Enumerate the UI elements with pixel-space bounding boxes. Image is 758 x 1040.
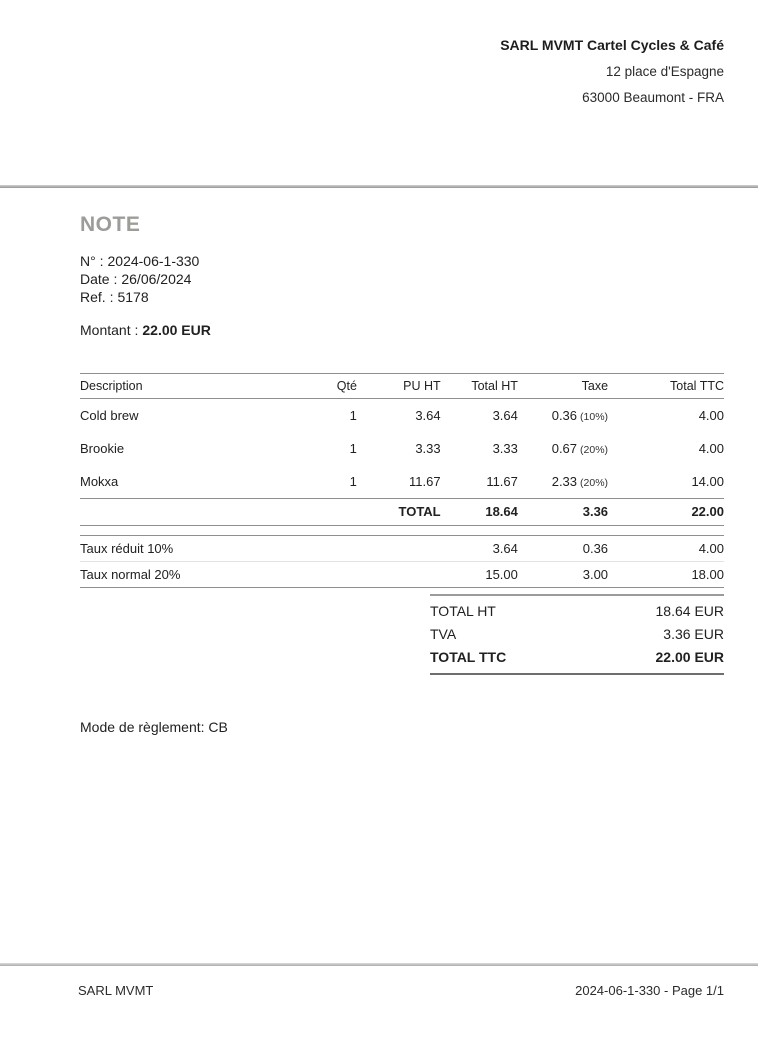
tax-total-ttc: 18.00 [608,562,724,588]
page-divider [0,185,758,188]
totals-summary [430,594,724,675]
meta-ref [80,288,724,306]
footer-page-info: 2024-06-1-330 - Page 1/1 [575,983,724,998]
column-header-qty: Qté [280,374,357,399]
empty-cell [80,499,280,526]
item-qty: 1 [349,408,357,423]
tax-breakdown-table [80,535,724,588]
item-total-ht: 3.64 [492,408,518,423]
items-table [80,373,724,526]
payment-method-line: Mode de règlement: CB [80,719,228,735]
note-meta [80,252,724,306]
page-footer [0,963,758,998]
item-taxe [518,399,608,433]
summary-value: 22.00 EUR [655,649,724,665]
item-total-ht: 11.67 [486,474,518,489]
empty-cell [280,499,357,526]
tax-label: Taux normal 20% [80,562,441,588]
item-taxe [518,432,608,465]
total-taxe-value: 3.36 [518,499,608,526]
item-taxe-amount: 0.36 [551,408,578,423]
column-header-total-ht: Total HT [441,374,518,399]
item-taxe-rate: (20%) [580,444,609,456]
tax-taxe: 3.00 [518,562,608,588]
item-pu-ht: 3.33 [415,441,441,456]
column-header-pu-ht: PU HT [357,374,441,399]
tax-row [80,536,724,562]
item-description: Cold brew [80,408,139,423]
item-total-ttc: 4.00 [698,408,724,423]
summary-row-total-ttc [430,646,724,669]
footer-content [0,966,758,998]
seller-block [0,0,758,106]
amount-value: 22.00 EUR [142,322,211,338]
item-total-ttc: 14.00 [691,474,724,489]
item-taxe-rate: (10%) [580,411,609,423]
meta-ref-value: 5178 [117,289,149,305]
summary-row-total-ht [430,600,724,623]
item-description: Mokxa [80,474,119,489]
amount-label: Montant : [80,322,139,338]
items-header-row [80,374,724,399]
total-ht-value: 18.64 [441,499,518,526]
item-taxe-amount: 0.67 [551,441,578,456]
tax-row [80,562,724,588]
address-line-1: 12 place d'Espagne [605,64,724,79]
summary-label: TOTAL TTC [430,649,507,665]
summary-value: 3.36 EUR [663,626,724,642]
footer-company: SARL MVMT [78,983,154,998]
column-header-taxe: Taxe [518,374,608,399]
meta-number [80,252,724,270]
item-taxe-amount: 2.33 [551,474,578,489]
amount-line [80,322,724,338]
company-name: SARL MVMT Cartel Cycles & Café [500,37,724,53]
document-content [0,213,758,735]
item-taxe-rate: (20%) [580,477,609,489]
table-row [80,399,724,433]
tax-total-ht: 15.00 [441,562,518,588]
item-pu-ht: 11.67 [409,474,441,489]
item-total-ttc: 4.00 [698,441,724,456]
summary-label: TVA [430,626,457,642]
table-row [80,432,724,465]
total-ttc-value: 22.00 [608,499,724,526]
column-header-total-ttc: Total TTC [608,374,724,399]
meta-ref-label: Ref. : [80,289,114,305]
column-header-description: Description [80,374,280,399]
tax-total-ttc: 4.00 [608,536,724,562]
table-row [80,465,724,499]
item-qty: 1 [349,474,357,489]
meta-date [80,270,724,288]
item-total-ht: 3.33 [492,441,518,456]
meta-number-value: 2024-06-1-330 [107,253,200,269]
tax-label: Taux réduit 10% [80,536,441,562]
meta-date-value: 26/06/2024 [121,271,192,287]
item-taxe [518,465,608,499]
tax-total-ht: 3.64 [441,536,518,562]
item-pu-ht: 3.64 [415,408,441,423]
item-description: Brookie [80,441,125,456]
meta-number-label: N° : [80,253,104,269]
items-total-row [80,499,724,526]
total-label: TOTAL [357,499,441,526]
meta-date-label: Date : [80,271,118,287]
item-qty: 1 [349,441,357,456]
summary-row-tva [430,623,724,646]
address-line-2: 63000 Beaumont - FRA [582,90,724,105]
note-title: NOTE [80,213,141,236]
summary-value: 18.64 EUR [655,603,724,619]
summary-label: TOTAL HT [430,603,496,619]
tax-taxe: 0.36 [518,536,608,562]
